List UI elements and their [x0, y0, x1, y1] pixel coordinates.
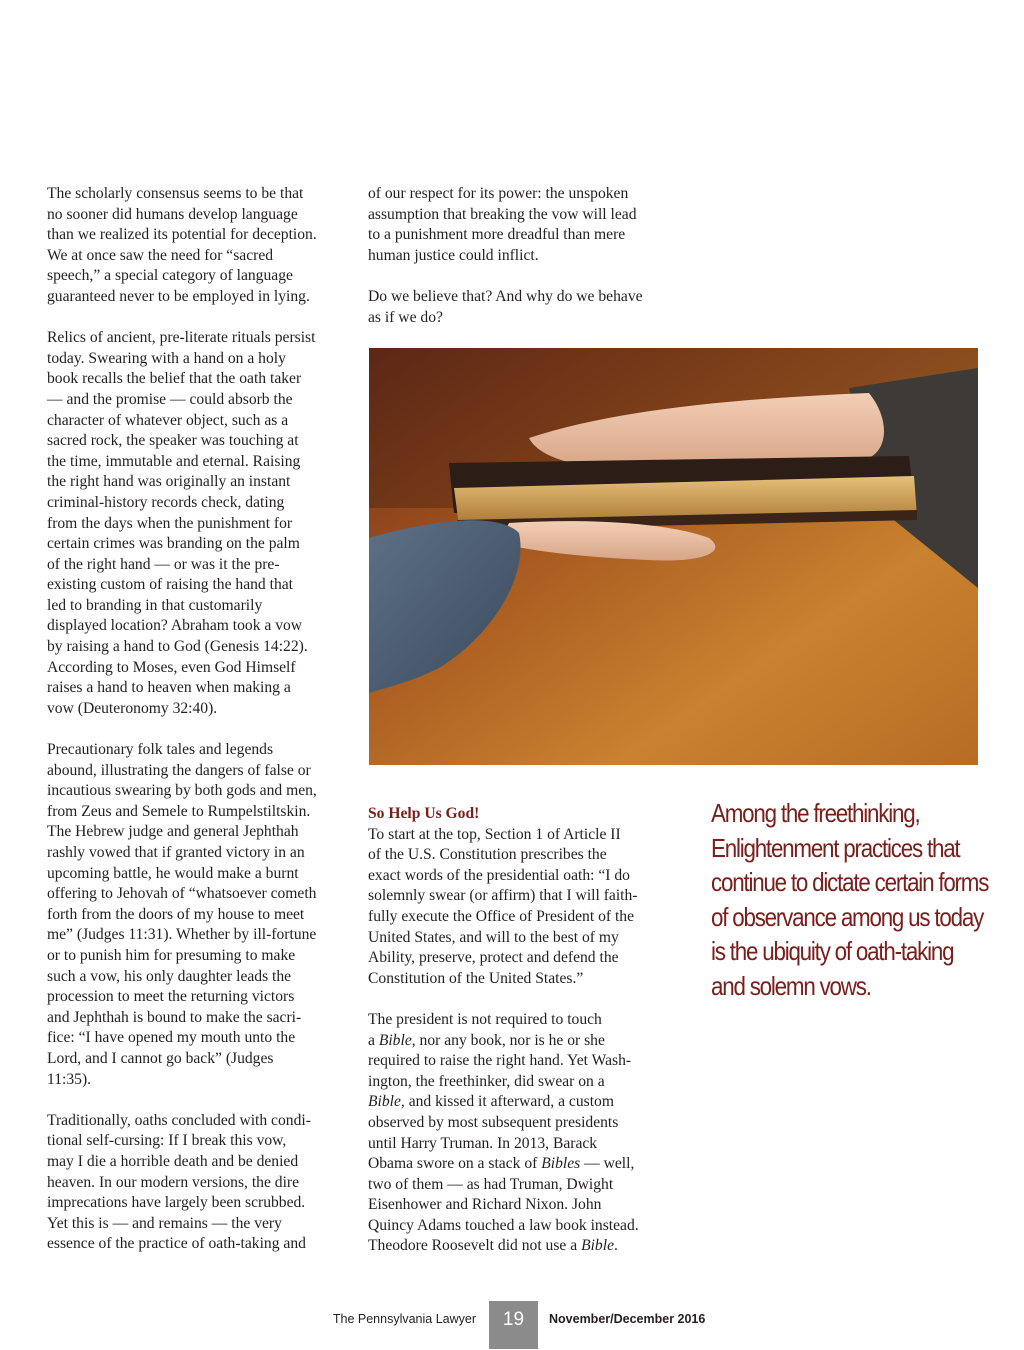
pull-quote — [711, 796, 1001, 1004]
issue-date: November/December 2016 — [549, 1312, 706, 1326]
publication-name: The Pennsylvania Lawyer — [332, 1312, 476, 1326]
section-subhead: So Help Us God! — [368, 805, 480, 822]
left-column — [47, 184, 347, 1275]
body-paragraph: Traditionally, oaths concluded with condi- tional self-cursing: If I break this vow, may I die a horrible death and be denied heaven. In our modern versions, the dire imprecations have largely been scrubbed. Yet this is — and remains — the very essence of the practice of oath-taking and — [47, 1111, 311, 1253]
oath-photo — [369, 348, 978, 765]
body-paragraph: The scholarly consensus seems to be that no sooner did humans develop language than we realized its potential for deception. We at once saw the need for “sacred speech,” a special category of language guaranteed never to be employed in lying. — [47, 185, 317, 305]
body-paragraph: The president is not required to touch a Bible, nor any book, nor is he or she required to raise the right hand. Yet Wash- ington, the freethinker, did swear on a Bible, and kissed it afterward, a custom observed by most subsequent presidents until Harry Truman. In 2013, Barack Obama swore on a stack of Bibles — well, two of them — as had Truman, Dwight Eisenhower and Richard Nixon. John Quincy Adams touched a law book instead. Theodore Roosevelt did not use a Bible. — [368, 1010, 639, 1255]
body-paragraph: Precautionary folk tales and legends abound, illustrating the dangers of false or incautious swearing by both gods and men, from Zeus and Semele to Rumpelstiltskin. The Hebrew judge and general Jephthah rashly vowed that if granted victory in an upcoming battle, he would make a burnt offering to Jehovah of “whatsoever cometh forth from the doors of my house to meet me” (Judges 11:31). Whether by ill-fortune or to punish him for presuming to make such a vow, his only daughter leads the procession to meet the returning victors and Jephthah is bound to make the sacri- fice: “I have opened my mouth unto the Lord, and I cannot go back” (Judges 11:35). — [47, 741, 317, 1088]
body-paragraph: Relics of ancient, pre-literate rituals persist today. Swearing with a hand on a holy book recalls the belief that the oath taker — and the promise — could absorb the character of whatever object, such as a sacred rock, the speaker was touching at the time, immutable and eternal. Raising the right hand was originally an instant criminal-history records check, dating from the days when the punishment for certain crimes was branding on the palm of the right hand — or was it the pre- existing custom of raising the hand that led to branding in that customarily displayed location? Abraham took a vow by raising a hand to God (Genesis 14:22). According to Moses, even God Himself raises a hand to heaven when making a vow (Deuteronomy 32:40). — [47, 329, 316, 717]
middle-column-bottom — [368, 804, 668, 1278]
middle-column-top — [368, 184, 668, 349]
body-paragraph: To start at the top, Section 1 of Article II of the U.S. Constitution prescribes the exact words of the presidential oath: “I do solemnly swear (or affirm) that I will faith- fully execute the Office of President of the United States, and will to the best of my Ability, preserve, protect and defend the Constitution of the United States.” — [368, 825, 638, 987]
page-number: 19 — [489, 1301, 538, 1349]
body-paragraph: of our respect for its power: the unspoken assumption that breaking the vow will lead to a punishment more dreadful than mere human justice could inflict. — [368, 185, 637, 264]
body-paragraph: Do we believe that? And why do we behave as if we do? — [368, 287, 643, 326]
pull-quote-text: Among the freethinking, Enlightenment practices that continue to dictate certain forms of observance among us today is the ubiquity of oath-taking and solemn vows. — [711, 798, 989, 1001]
page-footer — [0, 1301, 1024, 1349]
